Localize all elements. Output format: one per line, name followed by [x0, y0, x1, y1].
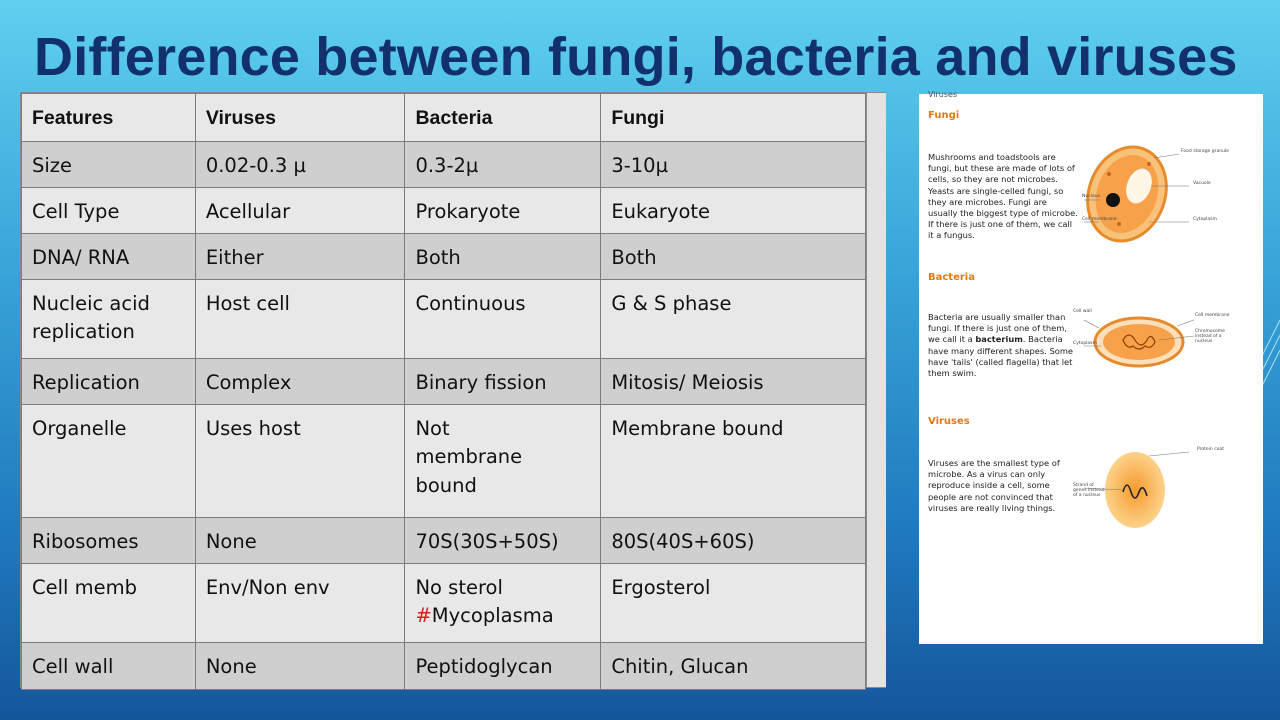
bacteria-heading: Bacteria — [928, 272, 975, 283]
panel-cutoff-text: Viruses — [928, 90, 958, 99]
bacteria-label: Cytoplasm — [1073, 341, 1097, 346]
viruses-heading: Viruses — [928, 416, 970, 427]
table-cell: Both — [405, 234, 601, 280]
table-cell: Eukaryote — [601, 188, 866, 234]
fungi-text: Mushrooms and toadstools are fungi, but these are made of lots of cells, so they are not microbes. Yeasts are single-celled fungi, so they are microbes. Fungi are usually the biggest type of microbe. If there is just one of them, we call it a fungus. — [928, 152, 1078, 241]
fungi-label: Nucleus — [1082, 194, 1100, 199]
decorative-lines — [1260, 300, 1280, 420]
header-cell: Features — [22, 94, 196, 142]
table-cell: Uses host — [195, 405, 405, 518]
table-cell: Cell memb — [22, 564, 196, 643]
table-cell: Mitosis/ Meiosis — [601, 359, 866, 405]
table-row — [22, 643, 866, 690]
table-cell: Replication — [22, 359, 196, 405]
table-side-strip — [866, 93, 886, 687]
header-cell: Viruses — [195, 94, 405, 142]
table-cell: None — [195, 643, 405, 690]
table-header-row — [22, 94, 866, 142]
table-cell: Membrane bound — [601, 405, 866, 518]
table-row — [22, 234, 866, 280]
table-cell — [405, 564, 601, 643]
microbe-info-panel — [919, 90, 1263, 644]
table-row — [22, 280, 866, 359]
table-cell: Peptidoglycan — [405, 643, 601, 690]
table-cell: Organelle — [22, 405, 196, 518]
table-cell: Size — [22, 142, 196, 188]
table-cell: 0.3-2µ — [405, 142, 601, 188]
fungi-label: Food storage granule — [1181, 149, 1229, 154]
viruses-text: Viruses are the smallest type of microbe. As a virus can only reproduce inside a cell, some people are not convinced that viruses are really living things. — [928, 458, 1060, 513]
table-row — [22, 359, 866, 405]
table-cell: Ribosomes — [22, 518, 196, 564]
table-cell: Both — [601, 234, 866, 280]
bacteria-text-part: . Bacteria have many different shapes. Some have 'tails' (called flagella) that let them swim. — [928, 334, 1074, 378]
table-cell: Continuous — [405, 280, 601, 359]
table-cell: None — [195, 518, 405, 564]
fungi-cell-illustration — [1079, 134, 1259, 254]
table-cell: 3-10µ — [601, 142, 866, 188]
comparison-table-container — [20, 92, 886, 688]
table-row — [22, 564, 866, 643]
hash-symbol: # — [415, 604, 432, 628]
table-cell: Acellular — [195, 188, 405, 234]
table-row — [22, 142, 866, 188]
virus-label: Strand of genes instead of a nucleus — [1073, 483, 1105, 498]
table-cell: Chitin, Glucan — [601, 643, 866, 690]
bacteria-label: Cell membrane — [1195, 313, 1230, 318]
header-cell: Bacteria — [405, 94, 601, 142]
table-cell: Binary fission — [405, 359, 601, 405]
hash-note: Mycoplasma — [431, 604, 554, 628]
page-title: Difference between fungi, bacteria and viruses — [34, 27, 1238, 87]
table-cell: Host cell — [195, 280, 405, 359]
bacteria-text-part: Bacteria are usually smaller than fungi. If there is just one of them, we call it a — [928, 312, 1067, 345]
bacteria-label: Cell wall — [1073, 309, 1092, 314]
table-cell: Nucleic acid replication — [22, 280, 196, 359]
fungi-label: Cytoplasm — [1193, 217, 1217, 222]
table-cell: Cell wall — [22, 643, 196, 690]
table-cell: 70S(30S+50S) — [405, 518, 601, 564]
bacteria-text-bold: bacterium — [975, 334, 1023, 345]
table-cell: Ergosterol — [601, 564, 866, 643]
table-row — [22, 188, 866, 234]
cell-text: No sterol — [415, 576, 503, 599]
table-cell: Complex — [195, 359, 405, 405]
table-cell: Prokaryote — [405, 188, 601, 234]
virus-label: Protein coat — [1197, 447, 1224, 452]
comparison-table — [21, 93, 866, 690]
bacteria-label: Chromosome instead of a nucleus — [1195, 329, 1225, 344]
fungi-label: Cell membrane — [1082, 217, 1117, 222]
fungi-heading: Fungi — [928, 110, 960, 121]
table-cell: Not membrane bound — [405, 405, 601, 518]
header-cell: Fungi — [601, 94, 866, 142]
table-cell: 80S(40S+60S) — [601, 518, 866, 564]
fungi-label: Vacuole — [1193, 181, 1211, 186]
table-cell: Env/Non env — [195, 564, 405, 643]
bacteria-text — [928, 312, 1078, 379]
table-row — [22, 405, 866, 518]
table-cell: G & S phase — [601, 280, 866, 359]
table-cell: DNA/ RNA — [22, 234, 196, 280]
table-cell: 0.02-0.3 µ — [195, 142, 405, 188]
table-cell: Either — [195, 234, 405, 280]
table-cell: Cell Type — [22, 188, 196, 234]
table-row — [22, 518, 866, 564]
